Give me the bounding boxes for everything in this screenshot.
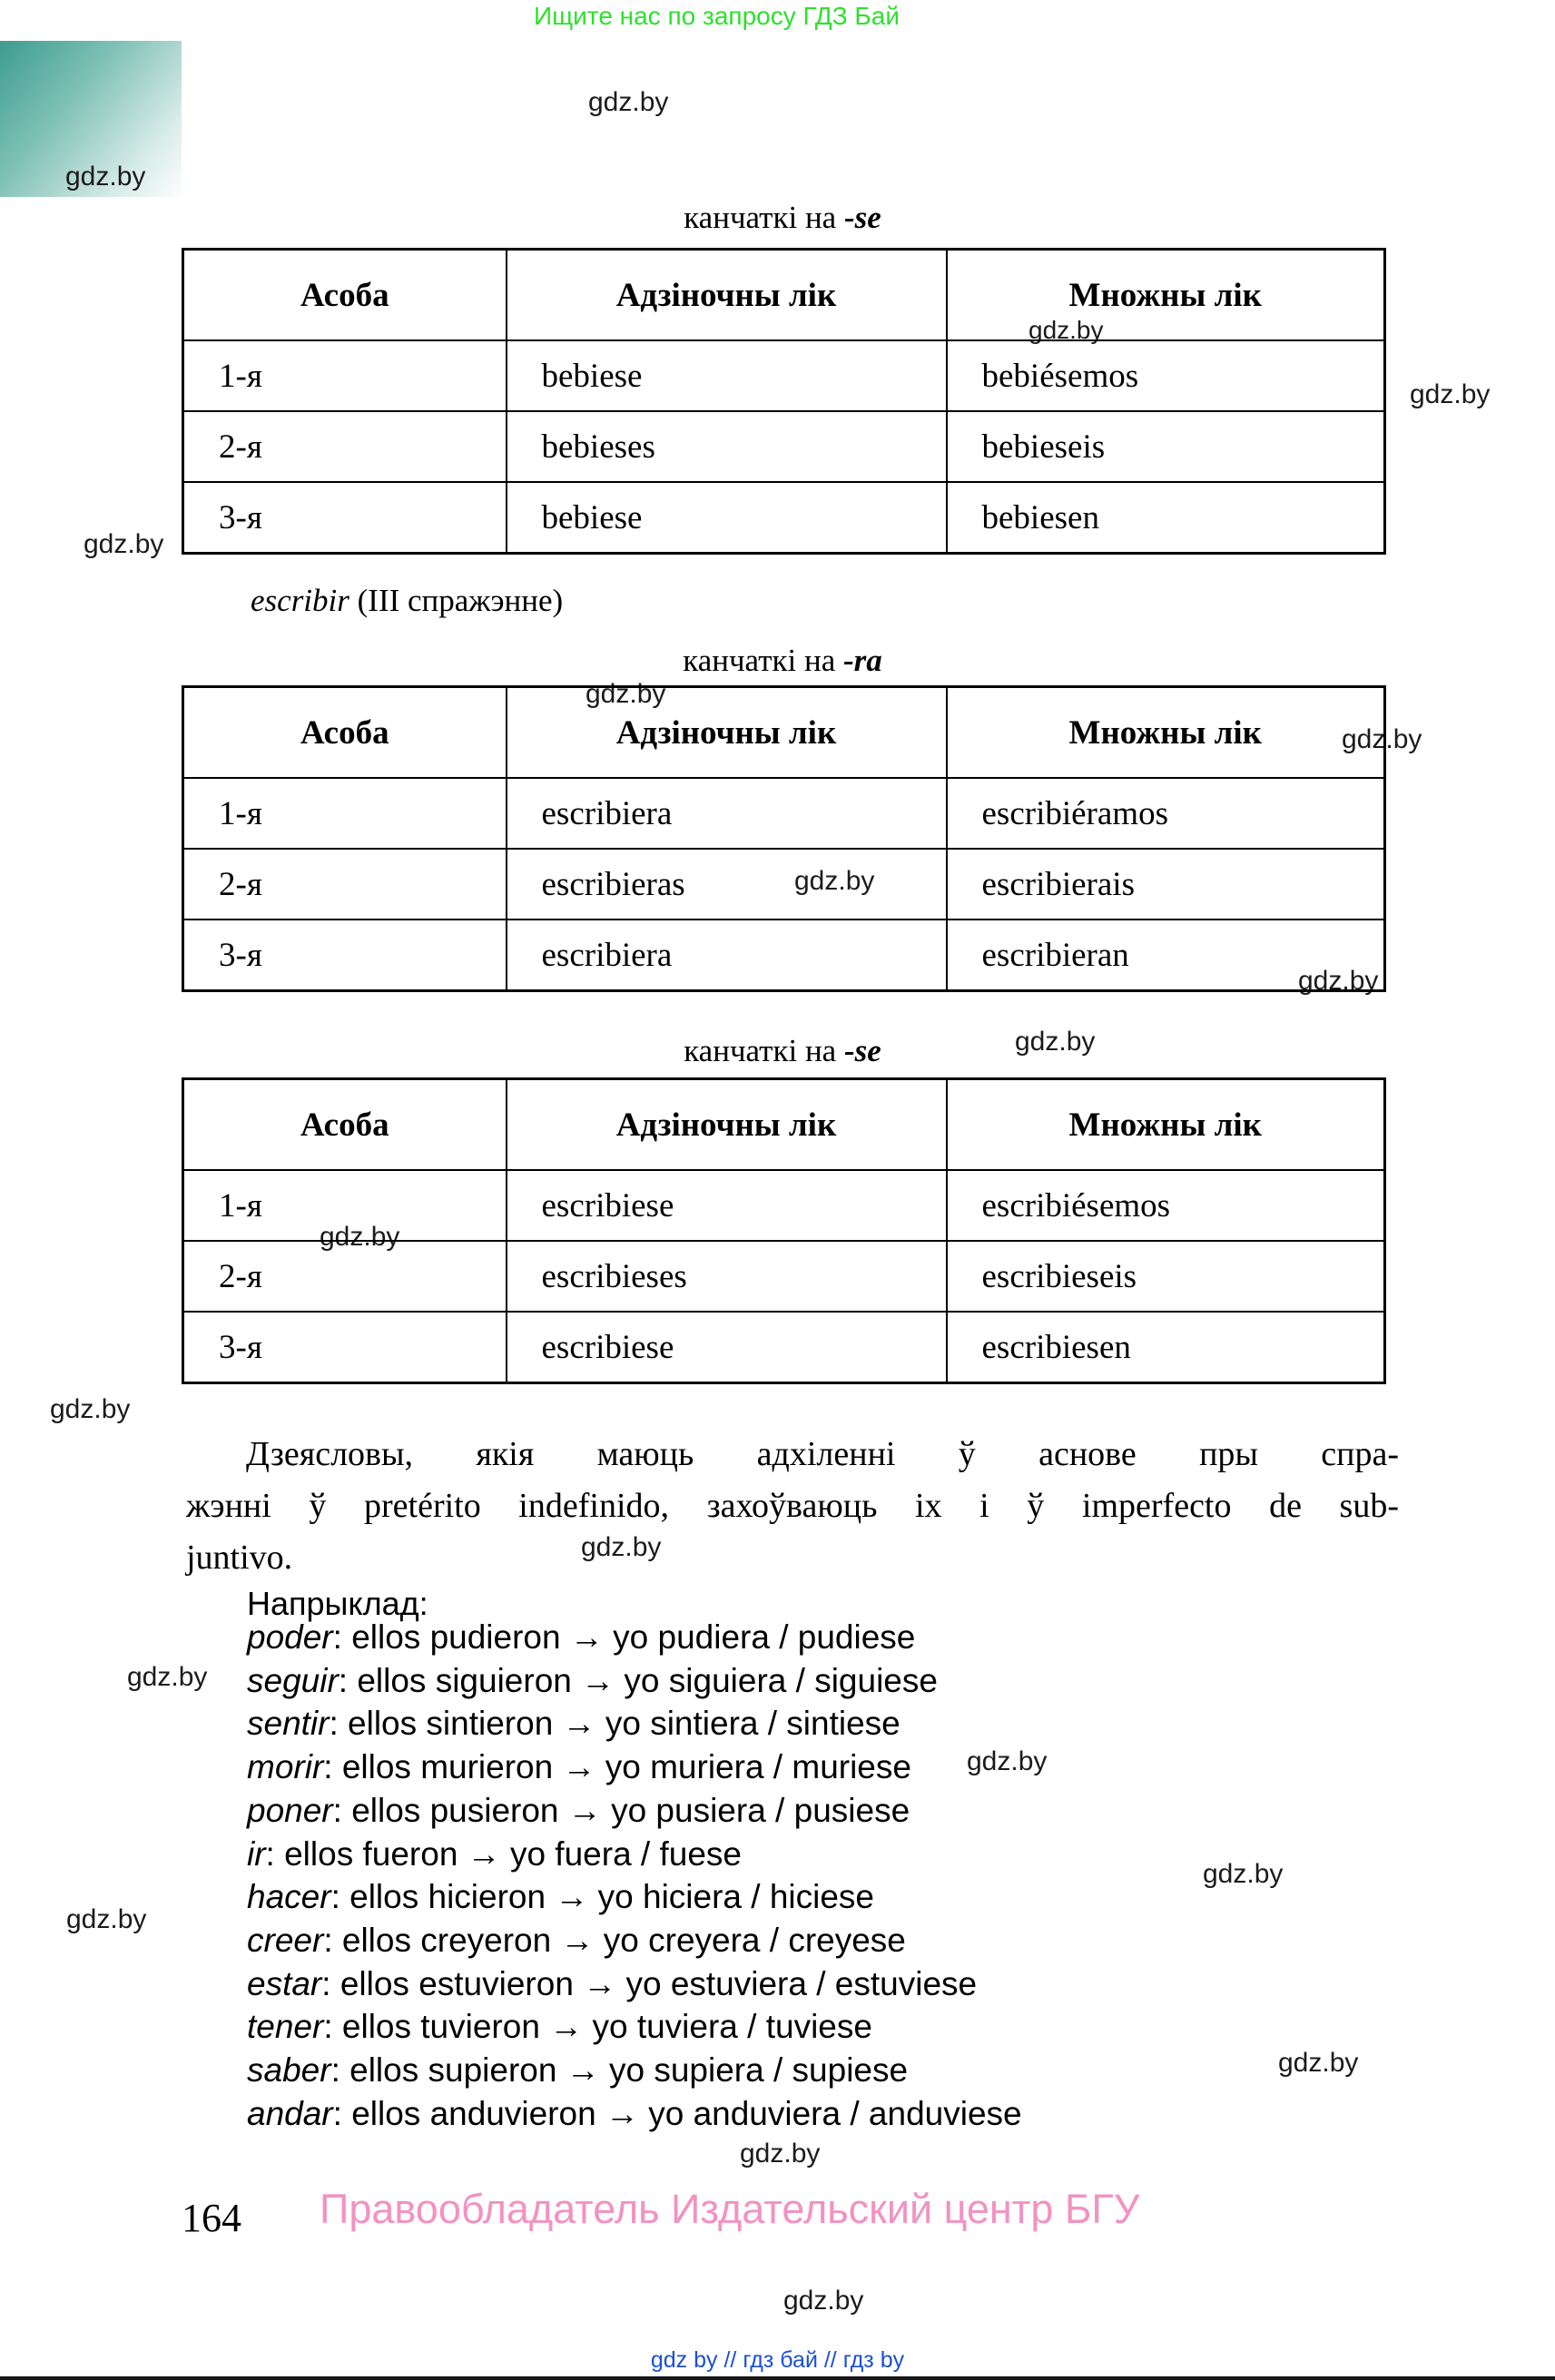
verb-heading-escribir	[251, 583, 563, 619]
gdz-watermark: gdz.by	[65, 162, 146, 192]
gdz-watermark: gdz.by	[1028, 316, 1104, 344]
header-singular: Адзіночны лік	[507, 1079, 947, 1171]
table-row	[183, 411, 1385, 482]
table-row	[183, 482, 1385, 554]
top-banner-text: Ищите нас по запросу ГДЗ Бай	[534, 2, 901, 30]
caption-ending: -se	[843, 200, 881, 235]
caption-prefix: канчаткі на	[683, 643, 843, 678]
gdz-watermark: gdz.by	[66, 1904, 147, 1934]
table-header-row	[183, 687, 1385, 779]
example-verb: morir	[247, 1748, 324, 1786]
example-forms: : ellos anduvieron → yo anduviera / anduviese	[332, 2094, 1022, 2132]
cell-person: 1-я	[183, 1170, 507, 1241]
example-verb: sentir	[247, 1705, 330, 1743]
cell-person: 3-я	[183, 1312, 507, 1383]
verb-conjugation-note: (III спражэнне)	[349, 583, 564, 618]
example-forms: : ellos hicieron → yo hiciera / hiciese	[330, 1878, 874, 1916]
table-row	[183, 1312, 1385, 1383]
gdz-watermark: gdz.by	[50, 1394, 131, 1424]
copyright-notice: Правообладатель Издательский центр БГУ	[320, 2186, 1140, 2232]
cell-person: 3-я	[183, 482, 507, 554]
gdz-watermark: gdz.by	[1410, 379, 1491, 409]
gdz-watermark: gdz.by	[1278, 2048, 1359, 2078]
example-line	[247, 1659, 1022, 1703]
example-forms: : ellos fueron → yo fuera / fuese	[265, 1834, 742, 1873]
cell-singular: bebieses	[507, 411, 947, 482]
caption-ending: -se	[843, 1033, 881, 1068]
example-verb: poner	[247, 1791, 333, 1829]
cell-singular: bebiese	[507, 340, 947, 411]
cell-plural: escribiéramos	[947, 778, 1385, 849]
grammar-paragraph	[186, 1429, 1399, 1584]
cell-plural: bebieseis	[947, 411, 1385, 482]
example-line	[247, 1919, 1022, 1962]
conjugation-table-escribiese-se	[182, 1077, 1386, 1384]
example-verb: creer	[247, 1921, 324, 1959]
example-forms: : ellos sintieron → yo sintiera / sintiese	[329, 1705, 901, 1743]
gdz-watermark: gdz.by	[794, 866, 875, 896]
example-line	[247, 2049, 1022, 2092]
cell-singular: bebiese	[507, 482, 947, 554]
example-line	[247, 1616, 1022, 1659]
gdz-watermark: gdz.by	[1015, 1027, 1096, 1057]
cell-plural: bebiésemos	[947, 340, 1385, 411]
example-forms: : ellos creyeron → yo creyera / creyese	[323, 1921, 906, 1959]
example-forms: : ellos siguieron → yo siguiera / siguiese	[338, 1661, 938, 1699]
conjugation-table-bebiese-se	[182, 248, 1386, 555]
examples-list	[247, 1616, 1022, 2135]
gdz-watermark: gdz.by	[1298, 966, 1379, 996]
cell-singular: escribiera	[507, 920, 947, 991]
scan-bottom-edge	[0, 2376, 1555, 2380]
example-verb: seguir	[247, 1661, 339, 1699]
table-row	[183, 920, 1385, 991]
header-singular: Адзіночны лік	[507, 250, 947, 341]
conjugation-table-escribiera-ra	[182, 685, 1386, 992]
gdz-watermark: gdz.by	[320, 1222, 400, 1252]
example-forms: : ellos pudieron → yo pudiera / pudiese	[332, 1618, 916, 1656]
table-header-row	[183, 1079, 1385, 1171]
header-plural: Множны лік	[947, 250, 1385, 341]
example-line	[247, 1746, 1022, 1789]
example-verb: poder	[247, 1618, 333, 1656]
table-row	[183, 340, 1385, 411]
example-forms: : ellos tuvieron → yo tuviera / tuviese	[323, 2008, 872, 2046]
example-verb: andar	[247, 2094, 333, 2132]
examples-heading: Напрыклад:	[247, 1585, 428, 1622]
header-person: Асоба	[183, 687, 507, 779]
example-line	[247, 1833, 1022, 1876]
table-caption-ra	[182, 643, 1383, 679]
cell-singular: escribieras	[507, 849, 947, 920]
cell-plural: bebiesen	[947, 482, 1385, 554]
header-singular: Адзіночны лік	[507, 687, 947, 779]
gdz-watermark: gdz.by	[783, 2286, 864, 2316]
example-forms: : ellos estuvieron → yo estuviera / estuviese	[321, 1964, 978, 2002]
header-person: Асоба	[183, 250, 507, 341]
cell-plural: escribieran	[947, 920, 1385, 991]
example-line	[247, 2005, 1022, 2049]
example-line	[247, 1789, 1022, 1833]
cell-singular: escribiese	[507, 1312, 947, 1383]
example-forms: : ellos supieron → yo supiera / supiese	[330, 2051, 909, 2090]
paragraph-line: жэнні ў pretérito indefinido, захоўваюць іх і ў imperfecto de sub-	[186, 1487, 1399, 1525]
table-caption-se-1	[182, 200, 1383, 236]
example-verb: saber	[247, 2051, 331, 2090]
paragraph-line: juntivo.	[186, 1539, 293, 1577]
table-header-row	[183, 250, 1385, 341]
gdz-watermark: gdz.by	[127, 1662, 208, 1692]
cell-plural: escribierais	[947, 849, 1385, 920]
verb-name: escribir	[251, 583, 349, 618]
footer-links: gdz by // гдз бай // гдз by	[650, 2347, 905, 2373]
paragraph-line: Дзеясловы, якія маюць адхіленні ў аснове пры спра-	[246, 1435, 1399, 1473]
caption-prefix: канчаткі на	[684, 1033, 844, 1068]
header-person: Асоба	[183, 1079, 507, 1171]
gdz-watermark: gdz.by	[586, 679, 666, 709]
header-plural: Множны лік	[947, 687, 1385, 779]
table-row	[183, 849, 1385, 920]
gdz-watermark: gdz.by	[84, 529, 164, 559]
cell-singular: escribiese	[507, 1170, 947, 1241]
example-line	[247, 1702, 1022, 1746]
cell-person: 2-я	[183, 411, 507, 482]
example-line	[247, 2092, 1022, 2136]
table-row	[183, 778, 1385, 849]
gdz-watermark: gdz.by	[588, 87, 669, 117]
example-forms: : ellos pusieron → yo pusiera / pusiese	[332, 1791, 910, 1829]
example-forms: : ellos murieron → yo muriera / muriese	[323, 1748, 911, 1786]
example-verb: tener	[247, 2008, 324, 2046]
cell-singular: escribiera	[507, 778, 947, 849]
gdz-watermark: gdz.by	[1203, 1859, 1284, 1889]
cell-person: 1-я	[183, 340, 507, 411]
page-number: 164	[182, 2196, 241, 2240]
example-verb: ir	[247, 1834, 266, 1873]
cell-plural: escribiesen	[947, 1312, 1385, 1383]
gdz-watermark: gdz.by	[967, 1746, 1048, 1776]
cell-person: 2-я	[183, 1241, 507, 1312]
cell-plural: escribieseis	[947, 1241, 1385, 1312]
caption-prefix: канчаткі на	[684, 200, 844, 235]
example-verb: hacer	[247, 1878, 331, 1916]
example-line	[247, 1962, 1022, 2006]
example-verb: estar	[247, 1964, 322, 2002]
gdz-watermark: gdz.by	[581, 1532, 662, 1562]
table-caption-se-2	[182, 1033, 1383, 1069]
header-plural: Множны лік	[947, 1079, 1385, 1171]
gdz-watermark: gdz.by	[1342, 724, 1422, 754]
cell-person: 1-я	[183, 778, 507, 849]
cell-person: 2-я	[183, 849, 507, 920]
caption-ending: -ra	[842, 643, 882, 678]
cell-person: 3-я	[183, 920, 507, 991]
table-row	[183, 1241, 1385, 1312]
cell-singular: escribieses	[507, 1241, 947, 1312]
example-line	[247, 1875, 1022, 1919]
gdz-watermark: gdz.by	[740, 2139, 821, 2169]
cell-plural: escribiésemos	[947, 1170, 1385, 1241]
table-row	[183, 1170, 1385, 1241]
